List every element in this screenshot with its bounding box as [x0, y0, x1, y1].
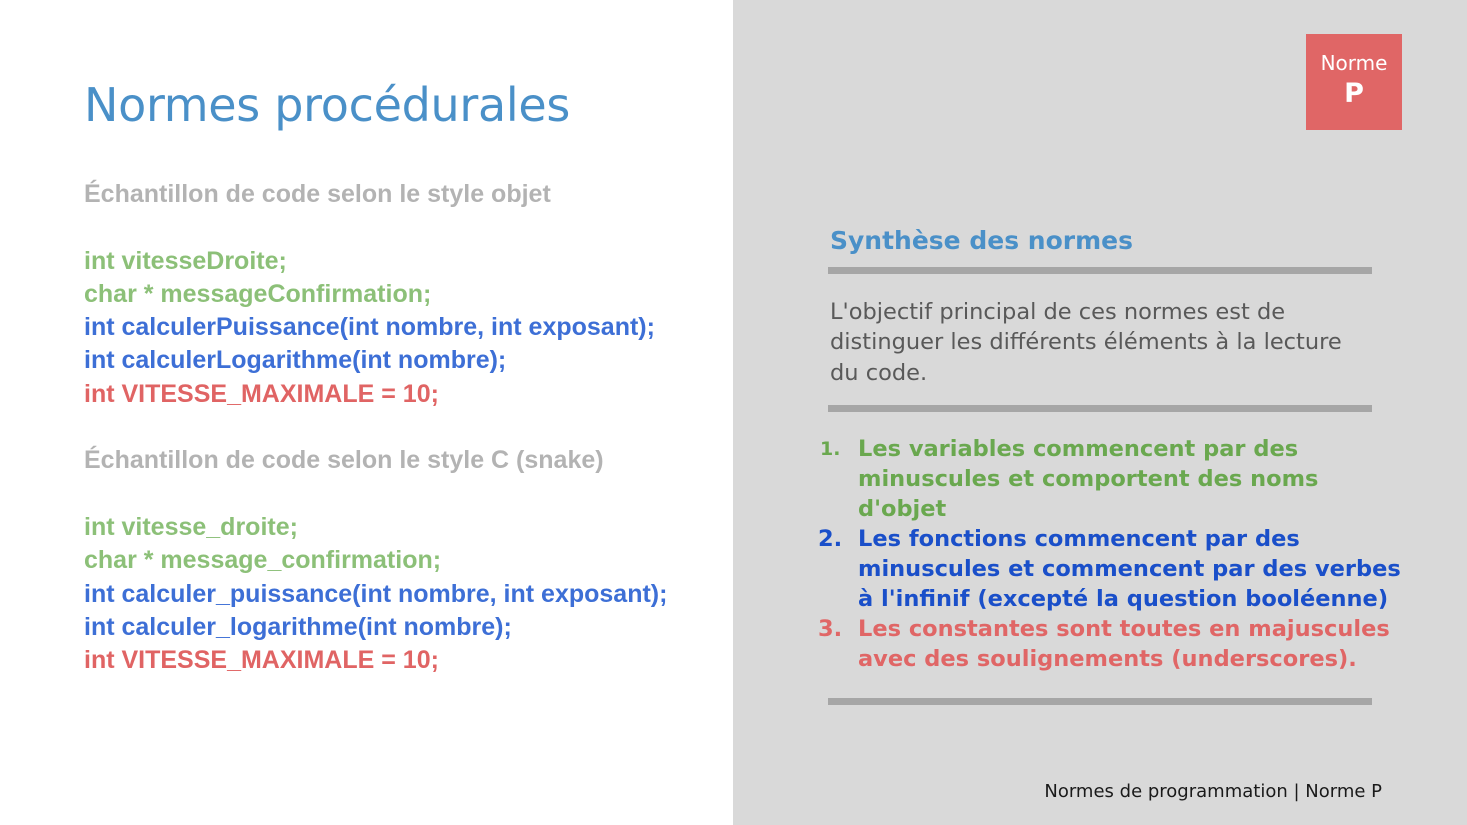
rule-number: 1. [820, 438, 841, 460]
snake-style-heading: Échantillon de code selon le style C (snake) [84, 446, 604, 475]
rule-item-constants [812, 614, 1412, 674]
snake-code-line: int VITESSE_MAXIMALE = 10; [84, 646, 439, 675]
badge-label: Norme [1320, 51, 1388, 75]
object-code-line: int calculerPuissance(int nombre, int exposant); [84, 313, 655, 342]
divider [828, 698, 1372, 705]
object-code-line: char * messageConfirmation; [84, 279, 432, 308]
rule-item-functions [812, 524, 1412, 614]
spacer [84, 478, 667, 511]
spacer [84, 211, 667, 244]
rules-list [812, 434, 1412, 674]
object-code-line: int calculerLogarithme(int nombre); [84, 346, 507, 375]
norm-badge [1306, 34, 1402, 130]
divider [828, 405, 1372, 412]
rule-text: Les variables commencent par des minuscules et comportent des noms d'objet [858, 436, 1319, 522]
rule-text: Les fonctions commencent par des minuscules et commencent par des verbes à l'infinif (excepté la question booléenne) [858, 526, 1401, 612]
object-style-heading: Échantillon de code selon le style objet [84, 180, 551, 208]
snake-code-line: char * message_confirmation; [84, 546, 442, 575]
footer: Normes de programmation | Norme P [1044, 781, 1382, 802]
rule-text: Les constantes sont toutes en majuscules avec des soulignements (underscores). [858, 616, 1390, 672]
snake-code-line: int calculer_logarithme(int nombre); [84, 612, 512, 641]
rule-item-variables [812, 434, 1412, 524]
synthesis-title: Synthèse des normes [830, 226, 1133, 255]
code-samples [84, 178, 667, 677]
spacer [84, 411, 667, 444]
rule-number: 3. [818, 616, 843, 642]
left-panel [0, 0, 733, 825]
slide-title: Normes procédurales [84, 78, 570, 132]
snake-code-line: int vitesse_droite; [84, 512, 298, 541]
object-code-line: int VITESSE_MAXIMALE = 10; [84, 379, 439, 408]
divider [828, 267, 1372, 274]
badge-letter: P [1344, 78, 1364, 109]
synthesis-description: L'objectif principal de ces normes est de distinguer les différents éléments à la lecture du code. [830, 299, 1342, 386]
rule-number: 2. [818, 526, 843, 552]
object-code-line: int vitesseDroite; [84, 246, 287, 275]
snake-code-line: int calculer_puissance(int nombre, int exposant); [84, 579, 668, 608]
